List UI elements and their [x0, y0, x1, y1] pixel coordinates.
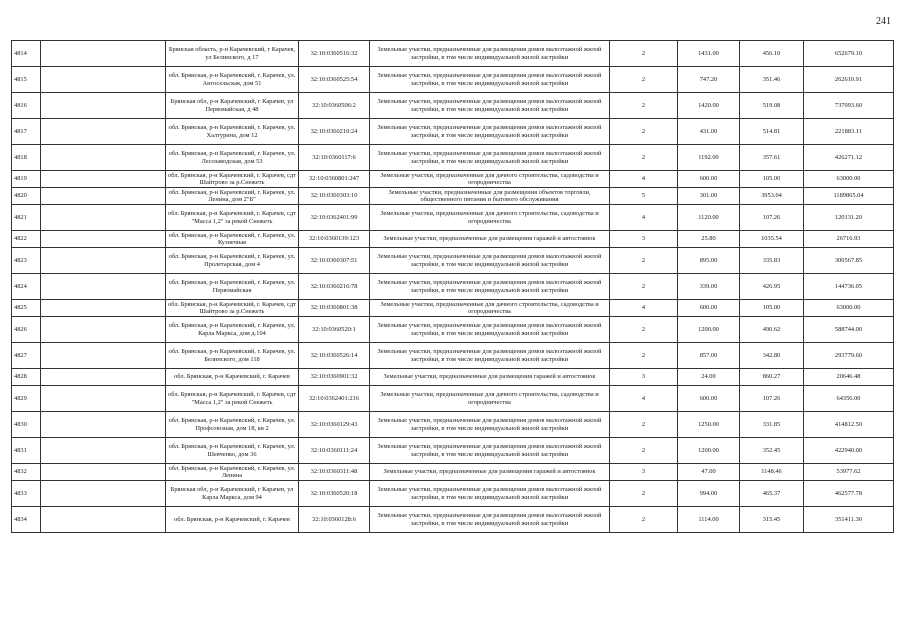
table-row — [12, 438, 894, 464]
area-cell: 1120.00 — [678, 205, 740, 231]
blank-cell — [41, 412, 166, 438]
row-number-cell: 4816 — [12, 93, 41, 119]
permitted-use-cell: Земельные участки, предназначенные для размещения домов малоэтажной жилой застройки, в том числе индивидуальной жилой застройки — [370, 507, 610, 533]
address-cell: обл. Брянская, р-н Карачевский, г. Карачев, ул. Шевченко, дом 36 — [166, 438, 299, 464]
table-row — [12, 300, 894, 317]
cadastral-value-cell: 20646.48 — [804, 369, 894, 386]
use-group-cell: 3 — [610, 231, 678, 248]
use-group-cell: 4 — [610, 205, 678, 231]
specific-value-cell: 514.81 — [740, 119, 804, 145]
row-number-cell: 4823 — [12, 248, 41, 274]
row-number-cell: 4826 — [12, 317, 41, 343]
permitted-use-cell: Земельные участки, предназначенные для размещения домов малоэтажной жилой застройки, в том числе индивидуальной жилой застройки — [370, 274, 610, 300]
use-group-cell: 4 — [610, 300, 678, 317]
specific-value-cell: 351.46 — [740, 67, 804, 93]
area-cell: 1431.00 — [678, 41, 740, 67]
address-cell: обл. Брянская, р-н Карачевский, г. Карачев, ул. Профсоюзная, дом 18, кв 2 — [166, 412, 299, 438]
address-cell: Брянская область, р-н Карачевский, г Карачев, ул Белинского, д 17 — [166, 41, 299, 67]
specific-value-cell: 105.00 — [740, 171, 804, 188]
area-cell: 24.00 — [678, 369, 740, 386]
area-cell: 1250.00 — [678, 412, 740, 438]
specific-value-cell: 342.80 — [740, 343, 804, 369]
cadastral-number-cell: 32:10:0360307:51 — [299, 248, 370, 274]
use-group-cell: 2 — [610, 438, 678, 464]
address-cell: обл. Брянская, р-н Карачевский, г. Карачев, сдт "Масса 1,2" за рекой Снежеть — [166, 205, 299, 231]
cadastral-value-cell: 422940.00 — [804, 438, 894, 464]
use-group-cell: 2 — [610, 248, 678, 274]
use-group-cell: 2 — [610, 412, 678, 438]
use-group-cell: 2 — [610, 119, 678, 145]
permitted-use-cell: Земельные участки, предназначенные для дачного строительства, садоводства и огородничества — [370, 205, 610, 231]
permitted-use-cell: Земельные участки, предназначенные для размещения гаражей и автостоянок — [370, 369, 610, 386]
cadastral-value-cell: 120131.20 — [804, 205, 894, 231]
blank-cell — [41, 248, 166, 274]
permitted-use-cell: Земельные участки, предназначенные для размещения домов малоэтажной жилой застройки, в том числе индивидуальной жилой застройки — [370, 438, 610, 464]
blank-cell — [41, 464, 166, 481]
cadastral-number-cell: 32:10:0360516:32 — [299, 41, 370, 67]
permitted-use-cell: Земельные участки, предназначенные для дачного строительства, садоводства и огородничества — [370, 386, 610, 412]
specific-value-cell: 860.27 — [740, 369, 804, 386]
use-group-cell: 2 — [610, 481, 678, 507]
use-group-cell: 2 — [610, 274, 678, 300]
cadastral-number-cell: 32:10:0360210:24 — [299, 119, 370, 145]
page-number: 241 — [876, 16, 891, 27]
table-row — [12, 171, 894, 188]
cadastral-value-cell: 293779.60 — [804, 343, 894, 369]
cadastral-number-cell: 32:10:0360525:54 — [299, 67, 370, 93]
table-row — [12, 188, 894, 205]
permitted-use-cell: Земельные участки, предназначенные для размещения домов малоэтажной жилой застройки, в том числе индивидуальной жилой застройки — [370, 119, 610, 145]
specific-value-cell: 352.45 — [740, 438, 804, 464]
cadastral-value-cell: 462577.78 — [804, 481, 894, 507]
row-number-cell: 4821 — [12, 205, 41, 231]
blank-cell — [41, 93, 166, 119]
blank-cell — [41, 343, 166, 369]
cadastral-value-cell: 26716.93 — [804, 231, 894, 248]
use-group-cell: 2 — [610, 93, 678, 119]
area-cell: 600.00 — [678, 171, 740, 188]
cadastral-value-cell: 63000.00 — [804, 171, 894, 188]
permitted-use-cell: Земельные участки, предназначенные для размещения домов малоэтажной жилой застройки, в том числе индивидуальной жилой застройки — [370, 343, 610, 369]
cadastral-number-cell: 32:10:0360901:32 — [299, 369, 370, 386]
row-number-cell: 4818 — [12, 145, 41, 171]
cadastral-number-cell: 32:10:0360216:78 — [299, 274, 370, 300]
cadastral-value-cell: 351411.30 — [804, 507, 894, 533]
table-row — [12, 507, 894, 533]
use-group-cell: 3 — [610, 464, 678, 481]
cadastral-value-cell: 300567.85 — [804, 248, 894, 274]
cadastral-number-cell: 32:10:0360129:43 — [299, 412, 370, 438]
specific-value-cell: 3953.04 — [740, 188, 804, 205]
specific-value-cell: 490.62 — [740, 317, 804, 343]
cadastral-number-cell: 32:10:0360506:2 — [299, 93, 370, 119]
blank-cell — [41, 317, 166, 343]
address-cell: Брянская обл, р-н Карачевский, г Карачев, ул Карла Маркса, дом 94 — [166, 481, 299, 507]
table-body — [12, 41, 894, 533]
blank-cell — [41, 41, 166, 67]
row-number-cell: 4830 — [12, 412, 41, 438]
table-row — [12, 481, 894, 507]
cadastral-value-cell: 652679.10 — [804, 41, 894, 67]
area-cell: 1200.00 — [678, 438, 740, 464]
row-number-cell: 4817 — [12, 119, 41, 145]
area-cell: 339.00 — [678, 274, 740, 300]
address-cell: обл. Брянская, р-н Карачевский, г. Карачев, ул. Первомайская — [166, 274, 299, 300]
cadastral-number-cell: 32:10:0360520:1 — [299, 317, 370, 343]
cadastral-number-cell: 32:10:0360520:18 — [299, 481, 370, 507]
cadastral-number-cell: 32:10:0360303:10 — [299, 188, 370, 205]
area-cell: 857.00 — [678, 343, 740, 369]
cadastral-number-cell: 32:10:0360139:123 — [299, 231, 370, 248]
row-number-cell: 4819 — [12, 171, 41, 188]
blank-cell — [41, 188, 166, 205]
area-cell: 600.00 — [678, 300, 740, 317]
specific-value-cell: 357.61 — [740, 145, 804, 171]
address-cell: обл. Брянская, р-н Карачевский, г. Карачев, ул. Белинского, дом 118 — [166, 343, 299, 369]
specific-value-cell: 105.00 — [740, 300, 804, 317]
specific-value-cell: 519.08 — [740, 93, 804, 119]
cadastral-number-cell: 32:10:0360526:14 — [299, 343, 370, 369]
area-cell: 1114.00 — [678, 507, 740, 533]
row-number-cell: 4828 — [12, 369, 41, 386]
address-cell: обл. Брянская, р-н Карачевский, г. Карачев — [166, 507, 299, 533]
cadastral-value-cell: 144736.05 — [804, 274, 894, 300]
table-row — [12, 119, 894, 145]
cadastral-value-cell: 414812.50 — [804, 412, 894, 438]
area-cell: 747.20 — [678, 67, 740, 93]
blank-cell — [41, 386, 166, 412]
specific-value-cell: 1148.46 — [740, 464, 804, 481]
land-registry-table — [11, 40, 894, 533]
table-row — [12, 205, 894, 231]
cadastral-value-cell: 64356.00 — [804, 386, 894, 412]
table-row — [12, 231, 894, 248]
address-cell: обл. Брянская, р-н Карачевский, г. Карачев, сдт Шайтрово за р.Снежеть — [166, 171, 299, 188]
cadastral-number-cell: 32:10:0360801:38 — [299, 300, 370, 317]
permitted-use-cell: Земельные участки, предназначенные для размещения гаражей и автостоянок — [370, 231, 610, 248]
table-row — [12, 145, 894, 171]
blank-cell — [41, 300, 166, 317]
permitted-use-cell: Земельные участки, предназначенные для размещения домов малоэтажной жилой застройки, в том числе индивидуальной жилой застройки — [370, 481, 610, 507]
address-cell: обл. Брянская, р-н Карачевский, г. Карачев, ул. Ленина, дом 2"Б" — [166, 188, 299, 205]
blank-cell — [41, 274, 166, 300]
cadastral-number-cell: 32:10:0362401:216 — [299, 386, 370, 412]
blank-cell — [41, 119, 166, 145]
blank-cell — [41, 231, 166, 248]
permitted-use-cell: Земельные участки, предназначенные для дачного строительства, садоводства и огородничества — [370, 171, 610, 188]
row-number-cell: 4829 — [12, 386, 41, 412]
address-cell: Брянская обл, р-н Карачевский, г Карачев, ул Первомайская, д 48 — [166, 93, 299, 119]
use-group-cell: 2 — [610, 317, 678, 343]
table-row — [12, 343, 894, 369]
blank-cell — [41, 205, 166, 231]
row-number-cell: 4831 — [12, 438, 41, 464]
area-cell: 25.80 — [678, 231, 740, 248]
blank-cell — [41, 369, 166, 386]
area-cell: 431.00 — [678, 119, 740, 145]
row-number-cell: 4820 — [12, 188, 41, 205]
area-cell: 1420.00 — [678, 93, 740, 119]
use-group-cell: 2 — [610, 343, 678, 369]
address-cell: обл. Брянская, р-н Карачевский, г. Карачев, ул. Ленина — [166, 464, 299, 481]
cadastral-value-cell: 588744.00 — [804, 317, 894, 343]
row-number-cell: 4834 — [12, 507, 41, 533]
blank-cell — [41, 438, 166, 464]
address-cell: обл. Брянская, р-н Карачевский, г. Карачев, ул. Халтурина, дом 12 — [166, 119, 299, 145]
permitted-use-cell: Земельные участки, предназначенные для размещения домов малоэтажной жилой застройки, в том числе индивидуальной жилой застройки — [370, 93, 610, 119]
permitted-use-cell: Земельные участки, предназначенные для дачного строительства, садоводства и огородничества — [370, 300, 610, 317]
permitted-use-cell: Земельные участки, предназначенные для размещения домов малоэтажной жилой застройки, в том числе индивидуальной жилой застройки — [370, 41, 610, 67]
row-number-cell: 4832 — [12, 464, 41, 481]
row-number-cell: 4815 — [12, 67, 41, 93]
blank-cell — [41, 145, 166, 171]
table-row — [12, 386, 894, 412]
cadastral-value-cell: 53977.62 — [804, 464, 894, 481]
area-cell: 895.00 — [678, 248, 740, 274]
cadastral-number-cell: 32:10:0360128:6 — [299, 507, 370, 533]
cadastral-number-cell: 32:10:0360311:48 — [299, 464, 370, 481]
area-cell: 1192.00 — [678, 145, 740, 171]
table-row — [12, 274, 894, 300]
use-group-cell: 2 — [610, 507, 678, 533]
area-cell: 47.00 — [678, 464, 740, 481]
specific-value-cell: 465.37 — [740, 481, 804, 507]
row-number-cell: 4814 — [12, 41, 41, 67]
table-row — [12, 248, 894, 274]
use-group-cell: 2 — [610, 67, 678, 93]
table-row — [12, 412, 894, 438]
table-row — [12, 41, 894, 67]
area-cell: 600.00 — [678, 386, 740, 412]
cadastral-value-cell: 1189865.04 — [804, 188, 894, 205]
specific-value-cell: 426.95 — [740, 274, 804, 300]
blank-cell — [41, 67, 166, 93]
address-cell: обл. Брянская, р-н Карачевский, г. Карачев, ул. Лесозаводская, дом 53 — [166, 145, 299, 171]
table-row — [12, 369, 894, 386]
address-cell: обл. Брянская, р-н Карачевский, г. Карачев, сдт Шайтрово за р.Снежеть — [166, 300, 299, 317]
address-cell: обл. Брянская, р-н Карачевский, г. Карачев — [166, 369, 299, 386]
blank-cell — [41, 171, 166, 188]
blank-cell — [41, 507, 166, 533]
area-cell: 994.00 — [678, 481, 740, 507]
permitted-use-cell: Земельные участки, предназначенные для размещения домов малоэтажной жилой застройки, в том числе индивидуальной жилой застройки — [370, 145, 610, 171]
specific-value-cell: 456.10 — [740, 41, 804, 67]
permitted-use-cell: Земельные участки, предназначенные для размещения объектов торговли, общественного питания и бытового обслуживания — [370, 188, 610, 205]
use-group-cell: 4 — [610, 386, 678, 412]
row-number-cell: 4827 — [12, 343, 41, 369]
address-cell: обл. Брянская, р-н Карачевский, г. Карачев, ул. Кузнечная — [166, 231, 299, 248]
row-number-cell: 4824 — [12, 274, 41, 300]
permitted-use-cell: Земельные участки, предназначенные для размещения домов малоэтажной жилой застройки, в том числе индивидуальной жилой застройки — [370, 412, 610, 438]
area-cell: 301.00 — [678, 188, 740, 205]
specific-value-cell: 107.26 — [740, 205, 804, 231]
permitted-use-cell: Земельные участки, предназначенные для размещения домов малоэтажной жилой застройки, в том числе индивидуальной жилой застройки — [370, 317, 610, 343]
cadastral-number-cell: 32:10:0360111:24 — [299, 438, 370, 464]
use-group-cell: 5 — [610, 188, 678, 205]
use-group-cell: 2 — [610, 41, 678, 67]
cadastral-value-cell: 426271.12 — [804, 145, 894, 171]
address-cell: обл. Брянская, р-н Карачевский, г. Карачев, ул. Карла Маркса, дом д.104 — [166, 317, 299, 343]
permitted-use-cell: Земельные участки, предназначенные для размещения гаражей и автостоянок — [370, 464, 610, 481]
specific-value-cell: 1035.54 — [740, 231, 804, 248]
area-cell: 1200.00 — [678, 317, 740, 343]
cadastral-number-cell: 32:10:0360801:247 — [299, 171, 370, 188]
cadastral-value-cell: 737093.60 — [804, 93, 894, 119]
specific-value-cell: 107.26 — [740, 386, 804, 412]
cadastral-number-cell: 32:10:0362401:99 — [299, 205, 370, 231]
blank-cell — [41, 481, 166, 507]
permitted-use-cell: Земельные участки, предназначенные для размещения домов малоэтажной жилой застройки, в том числе индивидуальной жилой застройки — [370, 67, 610, 93]
table-row — [12, 93, 894, 119]
specific-value-cell: 331.85 — [740, 412, 804, 438]
table-row — [12, 464, 894, 481]
use-group-cell: 2 — [610, 145, 678, 171]
cadastral-number-cell: 32:10:0360117:6 — [299, 145, 370, 171]
row-number-cell: 4822 — [12, 231, 41, 248]
cadastral-value-cell: 262610.91 — [804, 67, 894, 93]
row-number-cell: 4825 — [12, 300, 41, 317]
address-cell: обл. Брянская, р-н Карачевский, г. Карачев, сдт "Масса 1,2" за рекой Снежеть — [166, 386, 299, 412]
cadastral-value-cell: 63000.00 — [804, 300, 894, 317]
specific-value-cell: 315.45 — [740, 507, 804, 533]
row-number-cell: 4833 — [12, 481, 41, 507]
permitted-use-cell: Земельные участки, предназначенные для размещения домов малоэтажной жилой застройки, в том числе индивидуальной жилой застройки — [370, 248, 610, 274]
specific-value-cell: 335.83 — [740, 248, 804, 274]
table-row — [12, 317, 894, 343]
use-group-cell: 4 — [610, 171, 678, 188]
cadastral-value-cell: 221883.11 — [804, 119, 894, 145]
address-cell: обл. Брянская, р-н Карачевский, г. Карачев, ул. Ангосельская, дом 51 — [166, 67, 299, 93]
address-cell: обл. Брянская, р-н Карачевский, г. Карачев, ул. Пролетарская, дом 4 — [166, 248, 299, 274]
use-group-cell: 3 — [610, 369, 678, 386]
table-row — [12, 67, 894, 93]
